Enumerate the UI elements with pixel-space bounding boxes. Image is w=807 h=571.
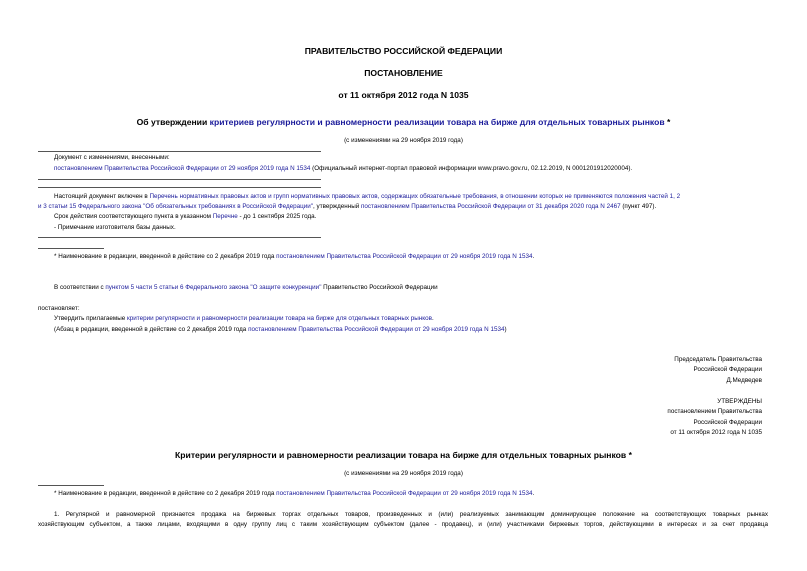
postanovlyaet: постановляет: [38, 305, 80, 312]
point-1-line-2: хозяйствующим субъектом, а также лицами, входящими в одну группу лиц с таким хозяйствующим субъектом (далее - продавец), и (или) участниками биржевых торгов, действующими в интересах и за счет продавца [38, 521, 768, 528]
title-link[interactable]: критериев регулярности и равномерности реализации товара на бирже для отдельных товарных рынков [209, 117, 665, 127]
changes-label: Документ с изменениями, внесенными: [54, 154, 170, 161]
point-1-line-1: 1. Регулярной и равномерной признается продажа на биржевых торгах отдельных товаров, произведенных и (или) реализуемых занимающим доминирующее положение на соответствующих товарных рынках [54, 511, 768, 518]
notice-line-3 [54, 213, 316, 221]
criteria-title: Критерии регулярности и равномерности реализации товара на бирже для отдельных товарных рынков * [175, 450, 632, 460]
doc-date-number: от 11 октября 2012 года N 1035 [338, 90, 469, 100]
abzac-text: (Абзац в редакции, введенной в действие со 2 декабря 2019 года [54, 326, 249, 333]
divider [38, 187, 321, 188]
approved-line: постановлением Правительства [667, 408, 762, 415]
footnote-text: * Наименование в редакции, введенной в действие со 2 декабря 2019 года [54, 253, 277, 260]
notice-text: , утвержденный [313, 203, 361, 210]
approve-text: Утвердить прилагаемые [54, 315, 127, 322]
title-suffix: * [664, 117, 671, 127]
abzac-text: ) [504, 326, 507, 333]
changes-link[interactable]: постановлением Правительства Российской Федерации от 29 ноября 2019 года N 1534 [54, 165, 311, 172]
signature-name: Д.Медведев [726, 377, 762, 384]
footnote-1-link[interactable]: постановлением Правительства Российской Федерации от 29 ноября 2019 года N 1534 [276, 253, 533, 260]
doc-type-heading: ПОСТАНОВЛЕНИЕ [364, 68, 443, 78]
notice-text: Срок действия соответствующего пункта в указанном [54, 213, 213, 220]
decree-2467-link[interactable]: постановлением Правительства Российской Федерации от 31 декабря 2020 года N 2467 [361, 203, 621, 210]
signature-title: Председатель Правительства [674, 356, 762, 363]
notice-text: (пункт 497). [620, 203, 657, 210]
government-heading: ПРАВИТЕЛЬСТВО РОССИЙСКОЙ ФЕДЕРАЦИИ [304, 46, 503, 56]
preamble-text: В соответствии с [54, 284, 106, 291]
federal-law-link[interactable]: и 3 статьи 15 Федерального закона "Об обязательных требованиях в Российской Федерации" [38, 203, 314, 210]
perechen-link[interactable]: Перечень нормативных правовых актов и групп нормативных правовых актов, содержащих обязательные требования, в отношении которых не применяются положения частей 1, 2 [149, 193, 681, 200]
footnote-rule [38, 485, 104, 486]
changes-tail: (Официальный интернет-портал правовой информации www.pravo.gov.ru, 02.12.2019, N 0001201912020004). [310, 165, 633, 172]
abzac-link[interactable]: постановлением Правительства Российской Федерации от 29 ноября 2019 года N 1534 [248, 326, 505, 333]
footnote-text: . [532, 490, 535, 497]
footnote-2-link[interactable]: постановлением Правительства Российской Федерации от 29 ноября 2019 года N 1534 [276, 490, 533, 497]
approve-text: . [431, 315, 434, 322]
divider [38, 151, 321, 152]
notice-text: - до 1 сентября 2025 года. [237, 213, 317, 220]
notice-line-1 [54, 193, 680, 201]
abzac-note [54, 326, 507, 334]
criteria-revision: (с изменениями на 29 ноября 2019 года) [344, 470, 463, 477]
criteria-link[interactable]: критерии регулярности и равномерности реализации товара на бирже для отдельных товарных рынков [127, 315, 432, 322]
divider [38, 237, 321, 238]
footnote-text: . [532, 253, 535, 260]
perechen-short-link[interactable]: Перечне [212, 213, 238, 220]
title-prefix: Об утверждении [136, 117, 210, 127]
revision-note: (с изменениями на 29 ноября 2019 года) [344, 137, 463, 144]
notice-line-2 [38, 203, 656, 211]
notice-line-4: - Примечание изготовителя базы данных. [54, 224, 176, 231]
footnote-text: * Наименование в редакции, введенной в действие со 2 декабря 2019 года [54, 490, 277, 497]
notice-text: Настоящий документ включен в [54, 193, 150, 200]
approved-date: от 11 октября 2012 года N 1035 [670, 429, 762, 436]
competition-law-link[interactable]: пунктом 5 части 5 статьи 6 Федерального закона "О защите конкуренции" [105, 284, 322, 291]
divider [38, 179, 321, 180]
approved-line: Российской Федерации [693, 419, 762, 426]
signature-org: Российской Федерации [693, 366, 762, 373]
footnote-2 [54, 490, 534, 498]
document-title [0, 117, 807, 127]
footnote-rule [38, 248, 104, 249]
preamble-text: Правительство Российской Федерации [321, 284, 438, 291]
footnote-1 [54, 253, 534, 261]
approve-line [54, 315, 434, 323]
approved-heading: УТВЕРЖДЕНЫ [717, 398, 762, 405]
preamble [54, 284, 438, 292]
changes-line [54, 165, 632, 173]
